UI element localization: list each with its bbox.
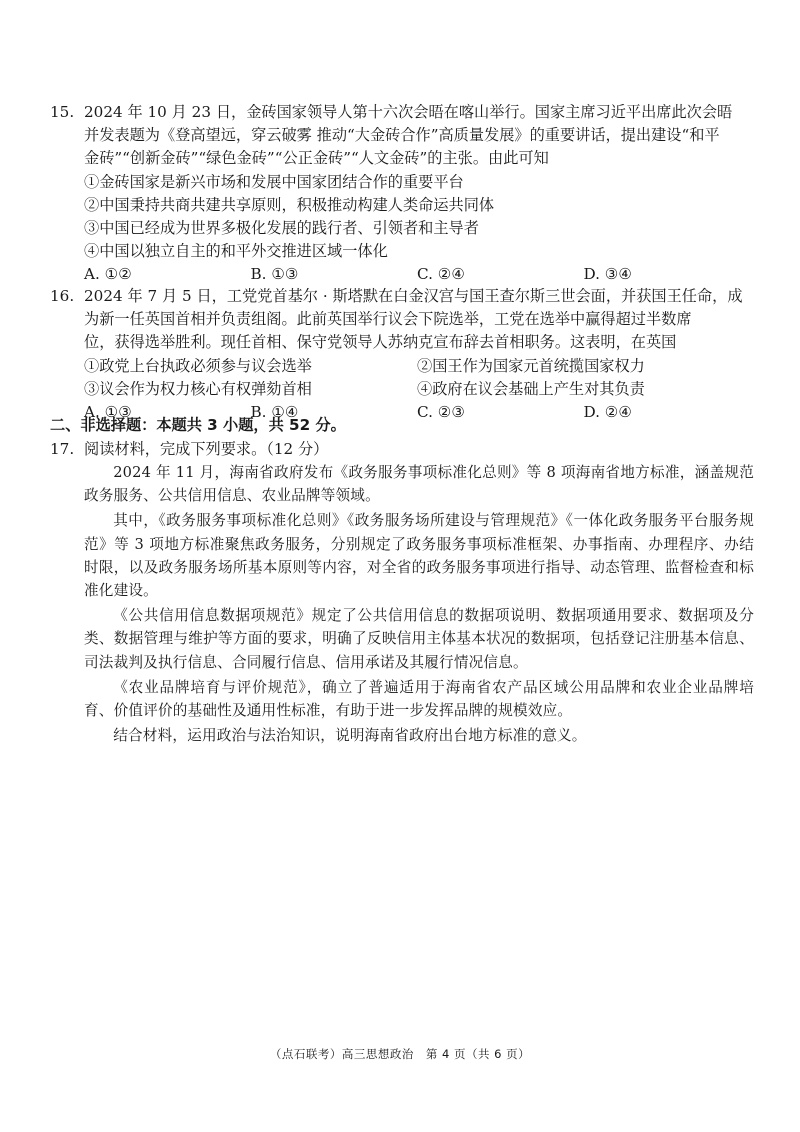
material-paragraph: 2024 年 11 月，海南省政府发布《政务服务事项标准化总则》等 8 项海南省地方标准，涵盖规范政务服务、公共信用信息、农业品牌等领域。 xyxy=(84,464,754,505)
statement: ②中国秉持共商共建共享原则，积极推动构建人类命运共同体 xyxy=(84,195,495,214)
question-17 xyxy=(50,438,750,461)
material-paragraph: 《公共信用信息数据项规范》规定了公共信用信息的数据项说明、数据项通用要求、数据项及分类、数据管理与维护等方面的要求，明确了反映信用主体基本状况的数据项，包括登记注册基本信息、司法裁判及执行信息、合同履行信息、信用承诺及其履行情况信息。 xyxy=(84,607,754,671)
statement: ③中国已经成为世界多极化发展的践行者、引领者和主导者 xyxy=(84,219,479,238)
question-number: 15. xyxy=(50,103,75,121)
statement: ②国王作为国家元首统揽国家权力 xyxy=(417,356,645,375)
question-number: 16. xyxy=(50,287,75,305)
material-paragraph: 《农业品牌培育与评价规范》，确立了普遍适用于海南省农产品区域公用品牌和农业企业品牌培育、价值评价的基础性及通用性标准，有助于进一步发挥品牌的规模效应。 xyxy=(84,678,754,720)
question-stem-line: 金砖”“创新金砖”“绿色金砖”“公正金砖”“人文金砖”的主张。由此可知 xyxy=(84,149,549,168)
option-a: A. ①③ xyxy=(84,403,132,422)
statement-row xyxy=(84,378,750,401)
option-d: D. ③④ xyxy=(583,265,633,284)
question-stem-line: 为新一任英国首相并负责组阁。此前英国举行议会下院选举，工党在选举中赢得超过半数席 xyxy=(84,310,692,329)
statement: ①政党上台执政必须参与议会选举 xyxy=(84,356,312,375)
section-heading: 二、非选择题：本题共 3 小题，共 52 分。 xyxy=(50,416,346,434)
answer-options xyxy=(84,263,750,286)
statement: ③议会作为权力核心有权弹劾首相 xyxy=(84,379,312,398)
question-16 xyxy=(50,285,750,424)
option-b: B. ①④ xyxy=(250,403,299,422)
question-stem-line: 并发表题为《登高望远，穿云破雾 推动“大金砖合作”高质量发展》的重要讲话，提出建设“和平 xyxy=(84,126,720,145)
option-b: B. ①③ xyxy=(250,265,299,284)
page-footer: （点石联考）高三思想政治 第 4 页（共 6 页） xyxy=(269,1047,531,1061)
statement: ④政府在议会基础上产生对其负责 xyxy=(417,379,645,398)
question-stem: 阅读材料，完成下列要求。（12 分） xyxy=(84,440,329,458)
option-d: D. ②④ xyxy=(583,403,633,422)
question-stem-line: 位，获得选举胜利。现任首相、保守党领导人苏纳克宣布辞去首相职务。这表明，在英国 xyxy=(84,333,677,352)
question-15 xyxy=(50,101,750,287)
statement: ①金砖国家是新兴市场和发展中国家团结合作的重要平台 xyxy=(84,172,464,191)
option-c: C. ②④ xyxy=(417,265,465,284)
question-stem-line: 2024 年 10 月 23 日，金砖国家领导人第十六次会晤在喀山举行。国家主席习近平出席此次会晤 xyxy=(84,103,733,121)
question-stem-line: 2024 年 7 月 5 日，工党党首基尔 · 斯塔默在白金汉宫与国王查尔斯三世会面，并获国王任命，成 xyxy=(84,287,743,305)
option-c: C. ②③ xyxy=(417,403,465,422)
reading-material xyxy=(84,461,754,747)
material-paragraph: 其中，《政务服务事项标准化总则》《政务服务场所建设与管理规范》《一体化政务服务平台服务规范》等 3 项地方标准聚焦政务服务，分别规定了政务服务事项标准框架、办事指南、办理程序、办结时限，以及政务服务场所基本原则等内容，对全省的政务服务事项进行指导、动态管理、监督检查和标准化建设。 xyxy=(84,512,754,600)
statement-row xyxy=(84,355,750,378)
statement: ④中国以独立自主的和平外交推进区域一体化 xyxy=(84,242,388,261)
option-a: A. ①② xyxy=(84,265,132,284)
question-number: 17. xyxy=(50,440,75,458)
material-prompt: 结合材料，运用政治与法治知识，说明海南省政府出台地方标准的意义。 xyxy=(113,727,587,745)
